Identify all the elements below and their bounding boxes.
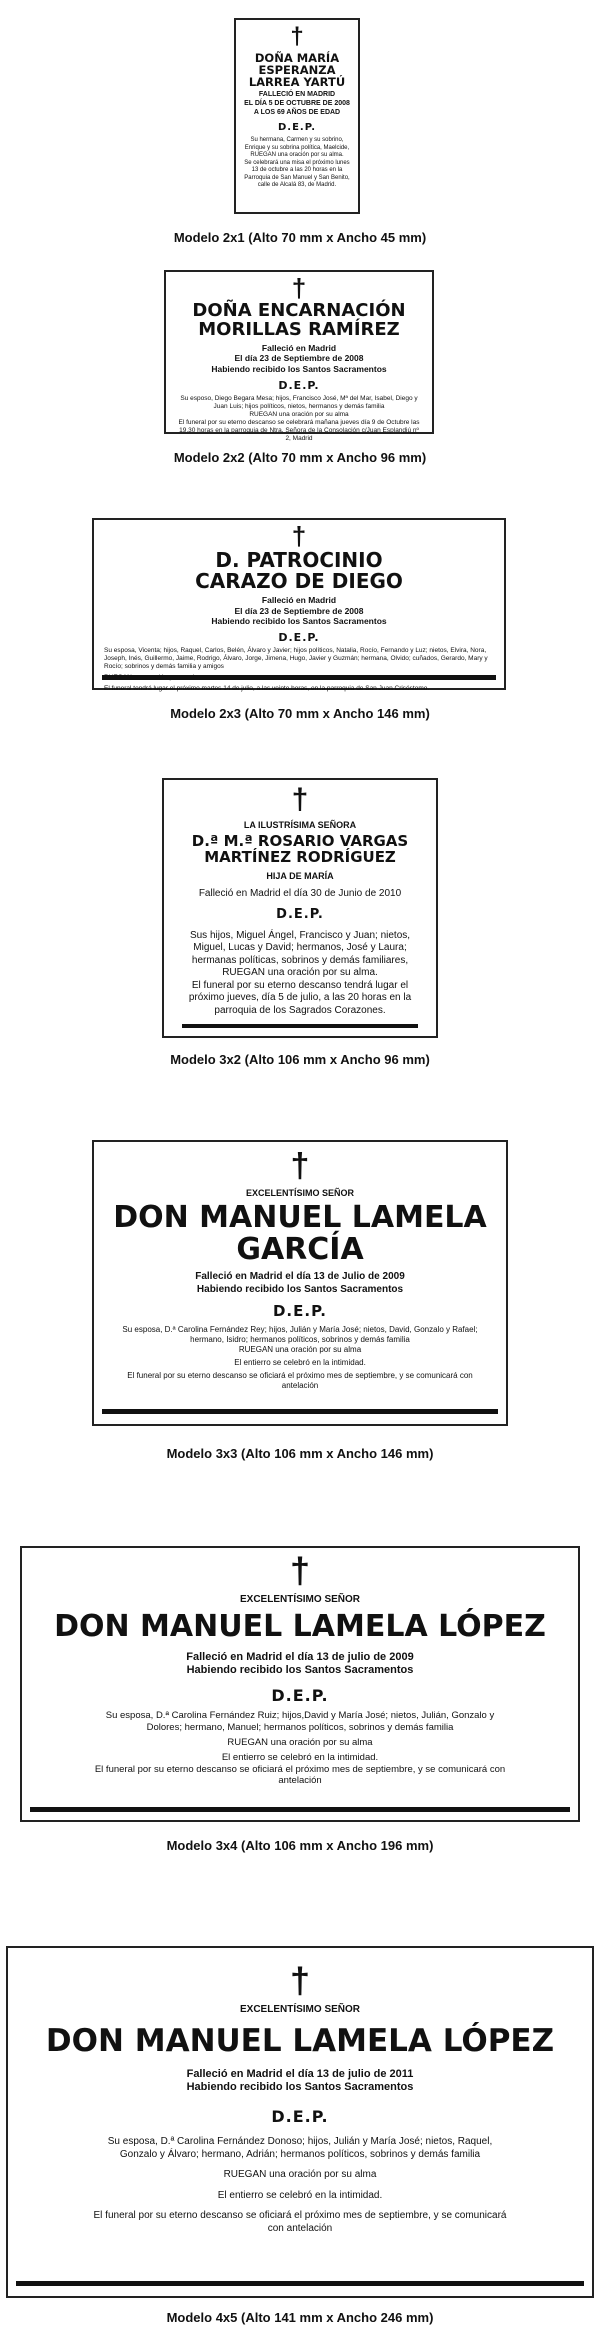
funeral-text: El funeral por su eterno descanso se oficiará el próximo mes de septiembre, y se comunicará con antelación	[94, 1763, 506, 1787]
dep-label: D.E.P.	[278, 630, 320, 644]
death-place: FALLECIÓ EN MADRID	[258, 91, 336, 99]
dep-label: D.E.P.	[271, 2107, 329, 2127]
bottom-rule	[30, 1807, 570, 1812]
funeral-text: El funeral por su eterno descanso se oficiará el próximo mes de septiembre, y se comunicará con antelación	[93, 2210, 507, 2234]
sacraments-line: Habiendo recibido los Santos Sacramentos	[196, 1283, 404, 1295]
obituary-card-4x5	[6, 1946, 594, 2298]
death-place: Falleció en Madrid	[261, 342, 337, 353]
dep-label: D.E.P.	[271, 1686, 329, 1705]
funeral-text: El funeral por su eterno descanso se celebrará mañana jueves día 9 de Octubre las 19.30 horas en la parroquia de Ntra. Señora de la Consolación c/Juan Esplandiú nº 2, Madrid	[178, 419, 420, 443]
deceased-name: DON MANUEL LAMELA LÓPEZ	[45, 2023, 555, 2059]
model-caption-4x5: Modelo 4x5 (Alto 141 mm x Ancho 246 mm)	[166, 2310, 434, 2325]
family-text: Su hermana, Carmen y su sobrino, Enrique y su sobrina política, Maelcide, RUEGAN una oración por su alma.	[244, 137, 350, 159]
death-date: El día 23 de Septiembre de 2008	[234, 605, 364, 616]
obituary-card-2x1	[234, 18, 360, 214]
burial-text: El entierro se celebró en la intimidad.	[217, 2189, 383, 2201]
honorific-title: EXCELENTÍSIMO SEÑOR	[239, 1594, 360, 1605]
sacraments-line: Habiendo recibido los Santos Sacramentos	[186, 1664, 414, 1677]
deceased-name-line1: DOÑA ENCARNACIÓN	[192, 300, 406, 321]
deceased-name: DON MANUEL LAMELA LÓPEZ	[54, 1609, 546, 1644]
burial-text: El entierro se celebró en la intimidad.	[221, 1751, 379, 1763]
cross-icon: †	[291, 521, 307, 551]
obituary-card-3x3	[92, 1140, 508, 1426]
prayer-text: RUEGAN una oración por su alma	[223, 2169, 377, 2181]
prayer-text: RUEGAN una oración por su alma	[238, 1345, 362, 1354]
model-caption-3x3: Modelo 3x3 (Alto 106 mm x Ancho 146 mm)	[166, 1446, 434, 1461]
cross-icon: †	[289, 1550, 311, 1591]
funeral-text: El funeral tendrá lugar el próximo martes 14 de julio, a las veinte horas, en la parroquia de San Juan Crisóstomo.	[104, 685, 430, 693]
family-text: Sus hijos, Miguel Ángel, Francisco y Juan; nietos, Miguel, Lucas y David; hermanos, José y Laura; hermanas políticas, sobrinos y demás familiares, RUEGAN una oración por su alma.	[189, 929, 411, 979]
prayer-text: RUEGAN una oración por su alma	[249, 410, 349, 418]
honorific-title: EXCELENTÍSIMO SEÑOR	[245, 1188, 354, 1198]
bottom-rule	[16, 2281, 584, 2286]
obituary-card-2x3	[92, 518, 506, 693]
death-line: Falleció en Madrid el día 30 de Junio de 2010	[198, 887, 402, 899]
death-line: Falleció en Madrid el día 13 de Julio de 2009	[195, 1271, 405, 1282]
dep-label: D.E.P.	[276, 906, 324, 922]
cross-icon: †	[291, 783, 309, 816]
bottom-rule	[102, 1409, 498, 1414]
subtitle-line: HIJA DE MARÍA	[266, 870, 334, 881]
deceased-name-line2: CARAZO DE DIEGO	[195, 569, 403, 593]
honorific-title: EXCELENTÍSIMO SEÑOR	[239, 2004, 360, 2015]
bottom-rule	[102, 675, 496, 680]
deceased-name-line1: D.ª M.ª ROSARIO VARGAS	[191, 832, 409, 850]
deceased-name-line2: MORILLAS RAMÍREZ	[198, 318, 400, 340]
model-caption-2x2: Modelo 2x2 (Alto 70 mm x Ancho 96 mm)	[173, 450, 427, 465]
age-line: A LOS 69 AÑOS DE EDAD	[253, 108, 341, 116]
death-line: Falleció en Madrid el día 13 de julio de 2009	[186, 1650, 414, 1663]
family-text: Su esposa, D.ª Carolina Fernández Ruiz; hijos,David y María José; nietos, Julián, Gonzalo y Dolores; hermano, Manuel; hermanos políticos, sobrinos y demás familia	[105, 1710, 495, 1733]
family-text: Su esposo, Diego Begara Mesa; hijos, Francisco José, Mª del Mar, Isabel, Diego y Juan Luis; hijos políticos, nietos, hermanos y demás familia	[180, 394, 418, 410]
family-text: Su esposa, D.ª Carolina Fernández Rey; hijos, Julián y María José; nietos, David, Gonzalo y Rafael; hermano, Isidro; hermanos políticos, sobrinos y demás familia	[122, 1325, 478, 1344]
funeral-text: El funeral por su eterno descanso se oficiará el próximo mes de septiembre, y se comunicará con antelación	[127, 1371, 473, 1390]
cross-icon: †	[291, 273, 307, 303]
deceased-name-line2: GARCÍA	[236, 1231, 364, 1267]
bottom-rule	[182, 1024, 418, 1028]
model-caption-3x2: Modelo 3x2 (Alto 106 mm x Ancho 96 mm)	[170, 1052, 430, 1067]
sacraments-line: Habiendo recibido los Santos Sacramentos	[186, 2081, 414, 2094]
honorific-title: LA ILUSTRÍSIMA SEÑORA	[243, 820, 357, 830]
dep-label: D.E.P.	[277, 122, 317, 134]
burial-text: El entierro se celebró en la intimidad.	[234, 1358, 366, 1367]
obituary-card-3x4	[20, 1546, 580, 1822]
cross-icon: †	[290, 1147, 310, 1185]
model-caption-3x4: Modelo 3x4 (Alto 106 mm x Ancho 196 mm)	[166, 1838, 434, 1853]
prayer-text: RUEGAN una oración por su alma	[227, 1736, 373, 1748]
model-caption-2x1: Modelo 2x1 (Alto 70 mm x Ancho 45 mm)	[173, 230, 427, 245]
death-date: EL DÍA 5 DE OCTUBRE DE 2008	[244, 99, 350, 107]
funeral-text: El funeral por su eterno descanso tendrá lugar el próximo jueves, día 5 de julio, a las 20 horas en la parroquia de los Sagrados Corazones.	[188, 979, 412, 1016]
model-caption-2x3: Modelo 2x3 (Alto 70 mm x Ancho 146 mm)	[170, 706, 430, 721]
deceased-name-line1: D. PATROCINIO	[215, 548, 383, 572]
deceased-name: DOÑA MARÍA ESPERANZA LARREA YARTÚ	[248, 51, 346, 90]
dep-label: D.E.P.	[278, 378, 320, 392]
dep-label: D.E.P.	[272, 1302, 328, 1320]
deceased-name-line2: MARTÍNEZ RODRÍGUEZ	[204, 847, 396, 866]
death-date: El día 23 de Septiembre de 2008	[234, 353, 364, 364]
mass-text: Se celebrará una misa el próximo lunes 13 de octubre a las 20 horas en la Parroquia de San Manuel y San Benito, calle de Alcalá 83, de Madrid.	[244, 159, 350, 189]
family-text: Su esposa, D.ª Carolina Fernández Donoso; hijos, Julián y María José; nietos, Raquel, Gonzalo y Álvaro; hermano, Adrián; hermanos políticos, sobrinos y demás familia	[107, 2136, 493, 2160]
cross-icon: †	[290, 23, 304, 50]
sacraments-line: Habiendo recibido los Santos Sacramentos	[211, 364, 387, 375]
obituary-card-3x2	[162, 778, 438, 1038]
sacraments-line: Habiendo recibido los Santos Sacramentos	[211, 616, 387, 627]
obituary-card-2x2	[164, 270, 434, 443]
family-text: Su esposa, Vicenta; hijos, Raquel, Carlos, Belén, Álvaro y Javier; hijos políticos, Natalia, Rocío, Fernando y Luz; nietos, Elvira, Nora, Joseph, Inés, Guillermo, Jaime, Rodrigo, Álvaro, Jorge, Jimena, Hugo, Javier y Guzmán; hermana, Olvido; cuñados, Gerardo, Mary y Rocío; sobrinos y demás familia y amigos	[104, 646, 488, 671]
death-place: Falleció en Madrid	[261, 595, 337, 605]
cross-icon: †	[289, 1960, 311, 2001]
death-line: Falleció en Madrid el día 13 de julio de 2011	[186, 2067, 414, 2080]
deceased-name-line1: DON MANUEL LAMELA	[113, 1200, 487, 1235]
